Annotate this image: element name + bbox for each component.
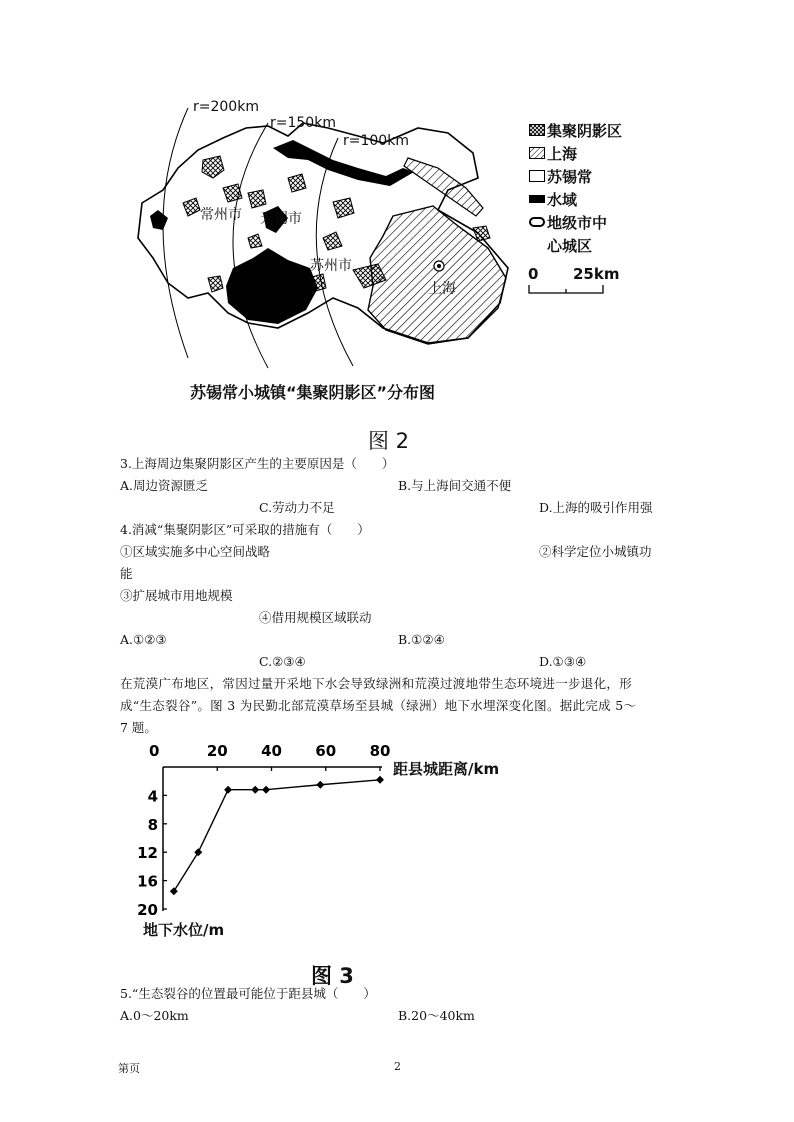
- city-label-shanghai: 上海: [428, 281, 456, 297]
- chart-x-tick-label: 80: [369, 742, 391, 760]
- q3-stem: 3.上海周边集聚阴影区产生的主要原因是（ ）: [120, 456, 395, 471]
- q4-stem: 4.消减“集聚阴影区”可采取的措施有（ ）: [120, 522, 370, 537]
- chart-data-point: [376, 776, 384, 784]
- chart-y-tick-label: 12: [137, 844, 158, 863]
- legend-cluster-icon: [529, 124, 545, 136]
- figure-2-label: 图 2: [368, 429, 410, 453]
- legend-cluster-label: 集聚阴影区: [547, 122, 623, 140]
- chart-series-line: [174, 780, 380, 891]
- legend-shanghai-icon: [529, 147, 545, 159]
- chart-x-tick-0: 0: [149, 742, 160, 760]
- q4-item-2b: 能: [120, 566, 133, 581]
- chart-x-tick-label: 20: [206, 742, 228, 760]
- chart-data-point: [170, 887, 178, 895]
- q3-option-d: D.上海的吸引作用强: [539, 500, 653, 515]
- intro-line-1: 在荒漠广布地区，常因过量开采地下水会导致绿洲和荒漠过渡地带生态环境进一步退化，形: [120, 676, 633, 691]
- chart-data-point: [224, 786, 232, 794]
- chart-data-point: [194, 848, 202, 856]
- legend-citycenter-icon: [529, 216, 545, 228]
- q4-option-c: C.②③④: [259, 654, 306, 669]
- chart-y-tick-label: 16: [137, 872, 158, 891]
- q4-item-3: ③扩展城市用地规模: [120, 588, 233, 603]
- q3-option-c: C.劳动力不足: [259, 500, 335, 515]
- city-label-wuxi: 无锡市: [260, 211, 302, 227]
- chart-x-tick-label: 60: [315, 742, 337, 760]
- q4-option-d: D.①③④: [539, 654, 587, 669]
- radius-label-100: r=100km: [343, 133, 409, 149]
- chart-x-label: 距县城距离/km: [393, 760, 500, 778]
- q4-option-a: A.①②③: [120, 632, 167, 647]
- q5-stem: 5.“生态裂谷的位置最可能位于距县城（ ）: [120, 986, 376, 1001]
- chart-data-point: [251, 786, 259, 794]
- map-figure: [128, 98, 513, 373]
- legend-water-icon: [529, 193, 545, 205]
- chart-data-point: [262, 786, 270, 794]
- chart-y-label: 地下水位/m: [143, 921, 225, 939]
- q3-option-b: B.与上海间交通不便: [398, 478, 512, 493]
- chart-x-tick-label: 40: [261, 742, 282, 760]
- scale-bar: [528, 284, 608, 296]
- intro-line-2: 成“生态裂谷”。图 3 为民勤北部荒漠草场至县城（绿洲）地下水埋深变化图。据此完成 5～: [120, 698, 637, 713]
- city-label-changzhou: 常州市: [200, 207, 242, 223]
- city-label-suzhou: 苏州市: [310, 258, 352, 274]
- q4-option-b: B.①②④: [398, 632, 445, 647]
- page-number: 2: [394, 1060, 401, 1073]
- q3-option-a: A.周边资源匮乏: [120, 478, 209, 493]
- chart-y-tick-label: 4: [147, 787, 158, 806]
- intro-line-3: 7 题。: [120, 720, 157, 735]
- scale-label: 25km: [573, 265, 620, 283]
- scale-zero: 0: [528, 265, 539, 283]
- q4-item-2a: ②科学定位小城镇功: [539, 544, 652, 559]
- chart-data-point: [316, 781, 324, 789]
- legend-citycenter-label-2: 心城区: [547, 237, 593, 255]
- legend-sxc-icon: [529, 170, 545, 182]
- legend-water-label: 水域: [547, 191, 578, 209]
- footer-left: 第页: [118, 1062, 140, 1075]
- q4-item-4: ④借用规模区域联动: [259, 610, 372, 625]
- map-graphic: [128, 98, 513, 373]
- figure-3-label: 图 3: [311, 964, 354, 988]
- radius-label-150: r=150km: [270, 115, 336, 131]
- q5-option-a: A.0～20km: [120, 1008, 189, 1023]
- legend-shanghai-label: 上海: [547, 145, 578, 163]
- q4-item-1: ①区域实施多中心空间战略: [120, 544, 271, 559]
- map-title: 苏锡常小城镇“集聚阴影区”分布图: [190, 383, 436, 402]
- chart-y-tick-label: 8: [147, 815, 158, 834]
- legend-citycenter-label-1: 地级市中: [547, 214, 608, 232]
- radius-label-200: r=200km: [193, 99, 259, 115]
- legend-sxc-label: 苏锡常: [547, 168, 593, 186]
- q5-option-b: B.20～40km: [398, 1008, 475, 1023]
- chart-y-tick-label: 20: [137, 901, 158, 919]
